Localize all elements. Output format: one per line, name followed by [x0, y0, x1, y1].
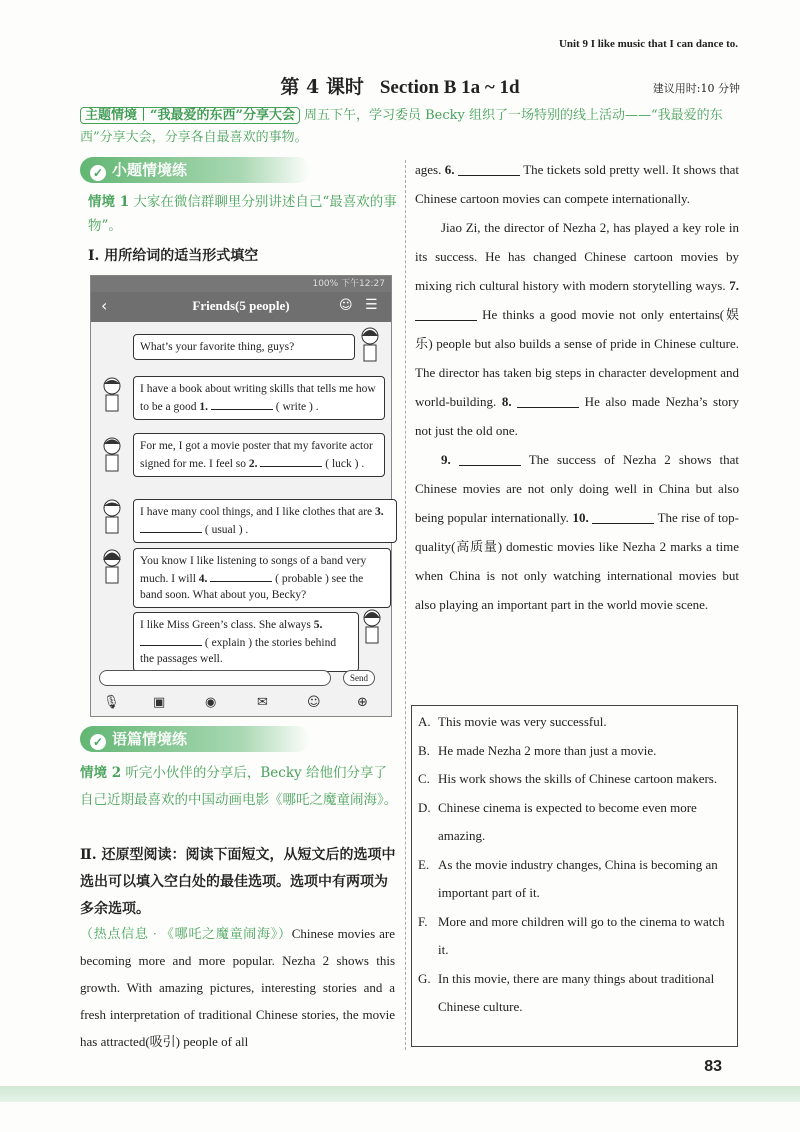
question-number: 1.	[199, 401, 209, 413]
option-item	[412, 765, 737, 794]
check-icon: ✓	[90, 165, 106, 181]
message-input[interactable]	[99, 670, 331, 686]
question-number: 7.	[729, 278, 739, 293]
chat-message	[133, 376, 385, 420]
answer-blank	[415, 306, 477, 321]
option-item	[412, 737, 737, 766]
passage-paragraph-2	[415, 213, 739, 445]
menu-icon[interactable]: ☰	[365, 297, 378, 313]
option-item	[412, 794, 737, 851]
chat-title: Friends(5 people)	[192, 298, 290, 313]
passage-paragraph-3	[415, 445, 739, 619]
option-item	[412, 908, 737, 965]
answer-blank	[592, 509, 654, 524]
message-text: What’s your favorite thing, guys?	[140, 341, 295, 353]
option-text: He made Nezha 2 more than just a movie.	[438, 742, 657, 758]
page-number: 83	[704, 1058, 722, 1075]
microphone-icon[interactable]: 🎙	[103, 695, 120, 710]
question-number: 8.	[501, 394, 512, 409]
option-letter: F.	[418, 913, 428, 929]
scene1-label: 情境 1	[88, 194, 130, 210]
option-letter: A.	[418, 714, 431, 729]
passage-paragraph-1-cont	[415, 155, 739, 213]
chat-header	[91, 292, 391, 322]
scene2-text: 听完小伙伴的分享后，Becky 给他们分享了自己近期最喜欢的中国动画电影《哪吒之魔童闹海》。	[80, 765, 398, 808]
answer-blank	[517, 393, 579, 408]
passage-text: Jiao Zi, the director of Nezha 2, has played a key role in its success. He has changed Chinese cartoon movies by mixing rich cultural history with modern storytelling ways.	[415, 220, 739, 293]
answer-blank	[211, 397, 273, 410]
option-text: This movie was very successful.	[438, 714, 607, 729]
chat-message	[133, 334, 355, 360]
emoji-icon[interactable]: ☺	[307, 695, 321, 710]
theme-box	[80, 105, 740, 149]
options-box	[411, 705, 738, 1047]
option-text: His work shows the skills of Chinese cartoon makers.	[438, 771, 718, 786]
lesson-number: 第 4 课时	[280, 76, 364, 98]
message-hint: ( write ) .	[272, 401, 319, 413]
message-hint: ( explain ) the stories behind the passages well.	[140, 637, 337, 665]
time-tip: 建议用时:10 分钟	[652, 82, 740, 95]
phone-chat-screen	[90, 275, 392, 717]
passage-left-column	[80, 920, 395, 1055]
option-item	[412, 708, 737, 737]
boy-avatar-icon	[99, 436, 125, 472]
image-icon[interactable]: ▣	[153, 695, 166, 710]
chat-toolbar	[91, 691, 391, 715]
banner-passage-label: 语篇情境练	[112, 730, 188, 748]
chat-message	[133, 612, 359, 672]
part1-heading: Ⅰ. 用所给词的适当形式填空	[88, 248, 259, 264]
bottom-decor-band	[0, 1086, 800, 1102]
option-letter: G.	[418, 970, 431, 986]
question-number: 9.	[441, 452, 451, 467]
message-text: I have many cool things, and I like clothes that are	[140, 506, 376, 518]
message-text: You know I like listening to songs of a band very much. I will	[140, 555, 367, 585]
scene2-label: 情境 2	[80, 765, 122, 781]
passage-text: The tickets sold pretty well. It shows that Chinese cartoon movies can compete internationally.	[415, 162, 740, 206]
passage-paragraph-1: Chinese movies are becoming more and more popular. Nezha 2 shows this growth. With amazing pictures, interesting stories and a fresh interpretation of traditional Chinese stories, the movie has attracted(吸引) people of all	[80, 926, 395, 1049]
option-letter: D.	[418, 799, 431, 815]
option-text: As the movie industry changes, China is becoming an important part of it.	[438, 856, 718, 900]
option-item	[412, 965, 737, 1022]
answer-blank	[140, 633, 202, 646]
send-button[interactable]: Send	[343, 670, 375, 686]
plus-icon[interactable]: ⊕	[357, 695, 368, 710]
girl-avatar-icon	[357, 326, 383, 362]
passage-text: The rise of top-quality(高质量) domestic movies like Nezha 2 marks a time when China is not only watching international movies but also playing an important part in the world movie scene.	[415, 510, 740, 612]
girl-avatar-icon	[359, 608, 385, 644]
passage-tag: （热点信息 · 《哪吒之魔童闹海》）	[80, 926, 292, 941]
passage-text: ages.	[415, 162, 445, 177]
scene2	[80, 760, 398, 814]
option-letter: C.	[418, 771, 430, 786]
status-bar: 100% 下午12:27	[91, 276, 391, 292]
answer-blank	[140, 520, 202, 533]
column-divider	[405, 160, 406, 1050]
part2-heading: Ⅱ. 还原型阅读：阅读下面短文，从短文后的选项中选出可以填入空白处的最佳选项。选项中有两项为多余选项。	[80, 847, 396, 917]
option-text: More and more children will go to the cinema to watch it.	[438, 913, 725, 957]
message-text: I like Miss Green’s class. She always	[140, 619, 314, 631]
scene1-text: 大家在微信群聊里分别讲述自己“最喜欢的事物”。	[88, 194, 397, 234]
message-hint: ( luck ) .	[322, 458, 365, 470]
option-letter: E.	[418, 856, 430, 872]
passage-text: He also made Nezha’s story not just the old one.	[415, 394, 740, 438]
option-text: In this movie, there are many things about traditional Chinese culture.	[438, 970, 715, 1014]
option-letter: B.	[418, 742, 430, 758]
chat-message	[133, 548, 391, 608]
answer-blank	[260, 454, 322, 467]
answer-blank	[210, 569, 272, 582]
camera-icon[interactable]: ◉	[205, 695, 217, 710]
chat-message	[133, 433, 385, 477]
group-avatar-icon[interactable]: ☺	[339, 298, 353, 313]
passage-right-column	[415, 155, 739, 619]
boy-avatar-icon	[99, 498, 125, 534]
boy-avatar-icon	[99, 376, 125, 412]
answer-blank	[459, 451, 521, 466]
answer-blank	[458, 161, 520, 176]
option-item	[412, 851, 737, 908]
theme-text: 周五下午，学习委员 Becky 组织了一场特别的线上活动——“我最爱的东西”分享大会，分享各自最喜欢的事物。	[80, 108, 723, 145]
question-number: 2.	[248, 458, 258, 470]
envelope-icon[interactable]: ✉	[257, 695, 268, 710]
back-icon[interactable]: ‹	[101, 296, 108, 315]
chat-message	[133, 499, 397, 543]
scene1	[88, 190, 398, 238]
passage-text: He thinks a good movie not only entertains(娱乐) people but also builds a sense of pride in Chinese culture. The director has taken big steps in character development and world-building.	[415, 307, 739, 409]
question-number: 4.	[198, 573, 208, 585]
check-icon: ✓	[90, 734, 106, 750]
question-number: 3.	[375, 506, 384, 518]
passage-text: The success of Nezha 2 shows that Chinese movies are not only doing well in China but also being popular internationally.	[415, 452, 739, 525]
theme-tag: 主题情境｜“我最爱的东西”分享大会	[80, 107, 300, 124]
question-number: 5.	[313, 619, 323, 631]
message-hint: ( usual ) .	[202, 524, 249, 536]
running-header: Unit 9 I like music that I can dance to.	[558, 38, 738, 50]
banner-practice-label: 小题情境练	[112, 161, 188, 179]
message-text: For me, I got a movie poster that my favorite actor signed for me. I feel so	[140, 440, 373, 470]
banner-practice	[80, 157, 310, 183]
message-text: I have a book about writing skills that tells me how to be a good	[140, 383, 376, 413]
question-number: 6.	[444, 162, 455, 177]
message-hint: ( probable ) see the band soon. What about you, Becky?	[140, 573, 364, 601]
banner-passage	[80, 726, 310, 752]
section-label: Section B 1a ~ 1d	[379, 77, 520, 98]
option-text: Chinese cinema is expected to become even more amazing.	[438, 799, 697, 843]
question-number: 10.	[572, 510, 589, 525]
girl-avatar-icon	[99, 548, 125, 584]
